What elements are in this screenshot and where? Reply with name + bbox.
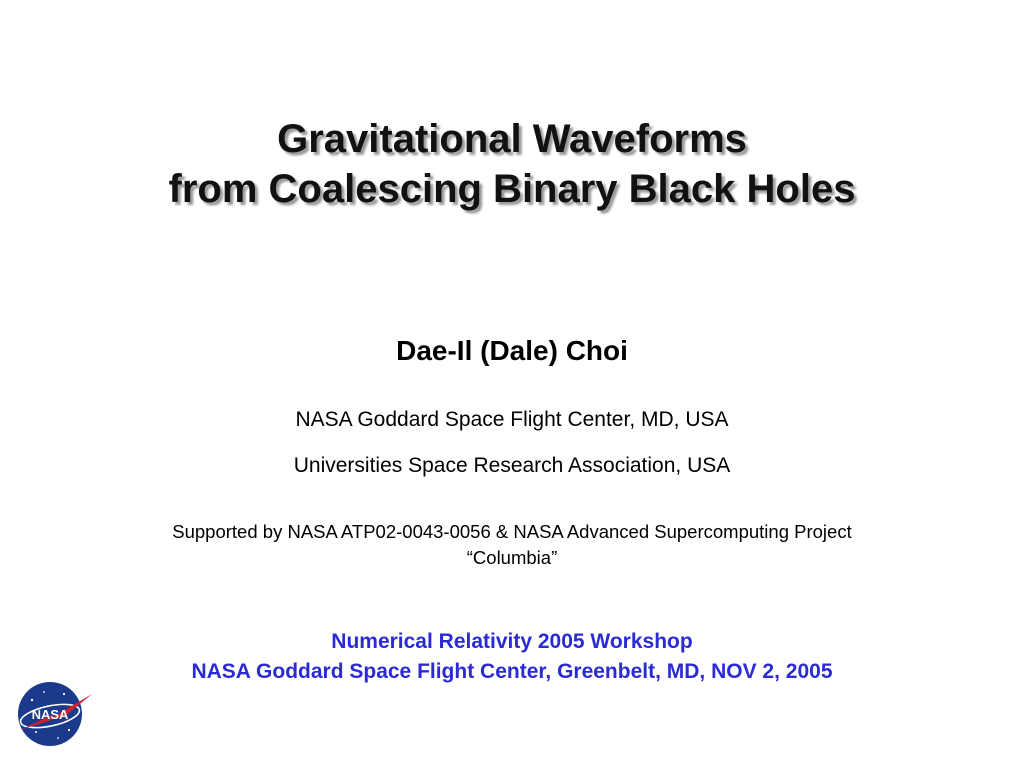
support-line-1: Supported by NASA ATP02-0043-0056 & NASA Advanced Supercomputing Project	[172, 521, 852, 542]
affiliation-nasa-goddard: NASA Goddard Space Flight Center, MD, USA	[295, 408, 729, 431]
workshop-line-1: Numerical Relativity 2005 Workshop	[331, 630, 693, 653]
workshop-line-2: NASA Goddard Space Flight Center, Greenbelt, MD, NOV 2, 2005	[191, 660, 833, 683]
support-line-2: “Columbia”	[466, 547, 558, 568]
workshop-info	[0, 627, 1024, 687]
affiliation-usra: Universities Space Research Association, USA	[293, 454, 731, 477]
title-line-2: from Coalescing Binary Black Holes	[168, 167, 856, 211]
nasa-meatball-icon	[14, 678, 96, 748]
title-line-1: Gravitational Waveforms	[277, 117, 747, 161]
logo-text: NASA	[31, 707, 69, 722]
author-name: Dae-Il (Dale) Choi	[396, 335, 628, 366]
support-statement	[0, 519, 1024, 571]
slide-title	[0, 114, 1024, 214]
